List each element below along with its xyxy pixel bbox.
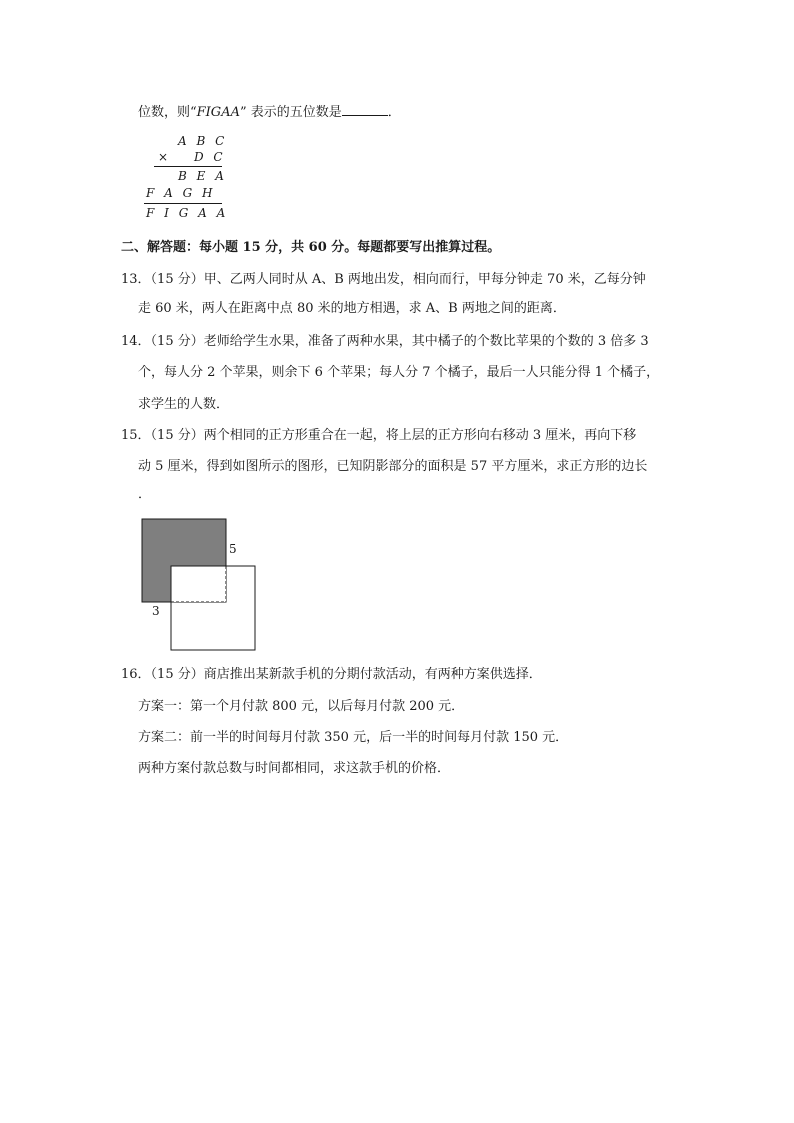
mult-row-5: F I G A A xyxy=(146,206,229,220)
q12-answer-line xyxy=(138,103,401,122)
q14-line-2: 个，每人分 2 个苹果，则余下 6 个苹果；每人分 7 个橘子，最后一人只能分得 1 个橘子， xyxy=(138,365,660,380)
q15-squares-figure xyxy=(130,508,270,658)
q13-line-1: 13．（15 分）甲、乙两人同时从 A、B 两地出发，相向而行，甲每分钟走 70 米，乙每分钟 xyxy=(121,272,646,287)
q15-overlap-region xyxy=(171,566,226,602)
mult-row-1: A B C xyxy=(178,134,228,148)
q16-line-3: 方案二：前一半的时间每月付款 350 元，后一半的时间每月付款 150 元． xyxy=(138,730,569,745)
q12-word: FIGAA xyxy=(196,105,240,120)
mult-rule-2 xyxy=(144,203,222,204)
q15-label-3: 3 xyxy=(152,604,160,618)
q16-line-1: 16．（15 分）商店推出某新款手机的分期付款活动，有两种方案供选择． xyxy=(121,667,542,682)
q12-prefix: 位数，则“ xyxy=(138,105,197,120)
multiplication-figure xyxy=(142,132,232,224)
q15-line-3: ． xyxy=(138,487,152,502)
q14-line-3: 求学生的人数． xyxy=(138,397,230,412)
q12-end: ． xyxy=(387,105,401,120)
mult-times-sign: × xyxy=(158,150,172,164)
mult-row-3: B E A xyxy=(178,169,227,183)
mult-rule-1 xyxy=(154,166,222,167)
section-2-heading: 二、解答题：每小题 15 分，共 60 分。每题都要写出推算过程。 xyxy=(121,240,501,255)
q13-line-2: 走 60 米，两人在距离中点 80 米的地方相遇，求 A、B 两地之间的距离． xyxy=(138,301,566,316)
q16-line-4: 两种方案付款总数与时间都相同，求这款手机的价格． xyxy=(138,761,451,776)
q12-answer-blank[interactable] xyxy=(342,103,388,116)
q14-line-1: 14．（15 分）老师给学生水果，准备了两种水果，其中橘子的个数比苹果的个数的 3 倍多 3 xyxy=(121,334,649,349)
mult-row-4: F A G H xyxy=(146,186,216,200)
q15-line-2: 动 5 厘米，得到如图所示的图形，已知阴影部分的面积是 57 平方厘米，求正方形的边长 xyxy=(138,459,648,474)
mult-row-2: D C xyxy=(194,150,226,164)
q16-line-2: 方案一：第一个月付款 800 元，以后每月付款 200 元． xyxy=(138,699,465,714)
q12-suffix: ” 表示的五位数是 xyxy=(239,105,342,120)
q15-label-5: 5 xyxy=(229,542,237,556)
q15-line-1: 15．（15 分）两个相同的正方形重合在一起，将上层的正方形向右移动 3 厘米，再向下移 xyxy=(121,428,637,443)
